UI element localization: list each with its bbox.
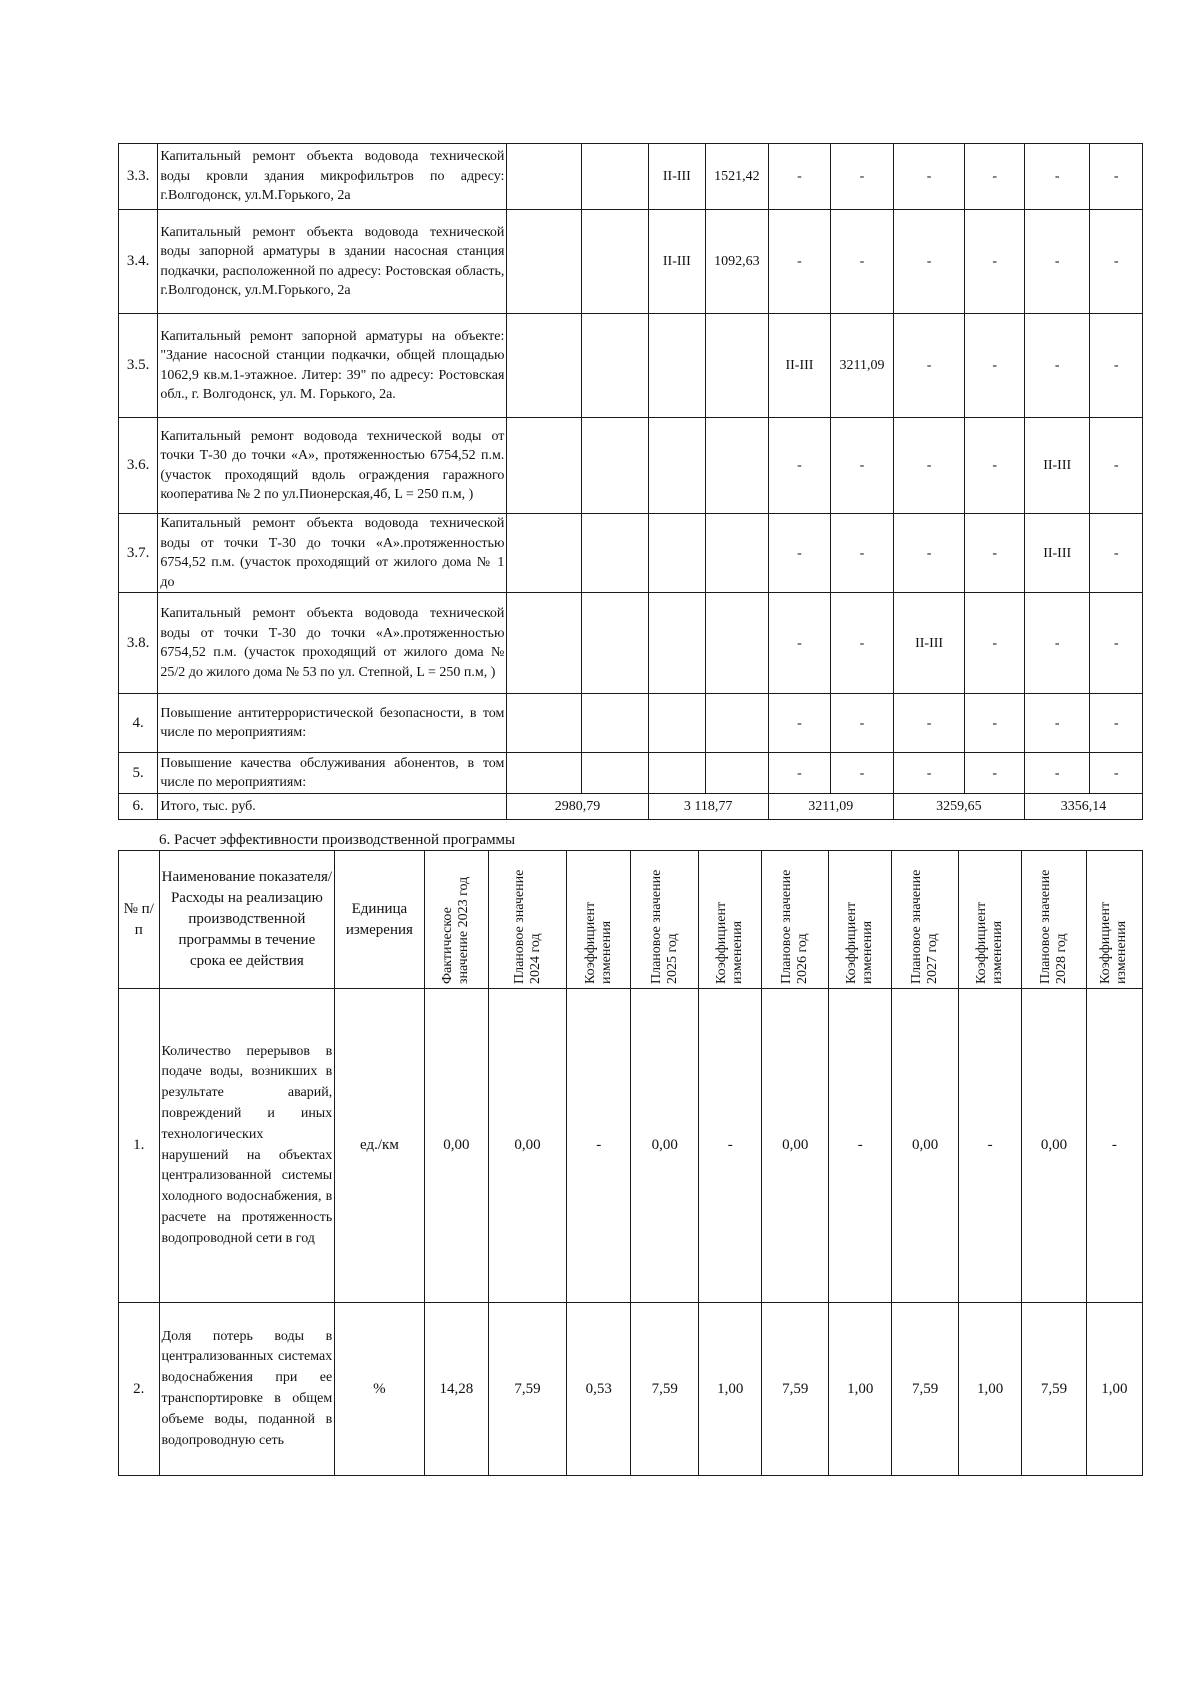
cell <box>507 593 582 694</box>
table-row <box>119 418 1143 514</box>
total-2023: 2980,79 <box>507 794 648 820</box>
header-label: Плановое значение 2026 год <box>779 869 811 984</box>
cell <box>507 694 582 753</box>
cell: - <box>893 753 965 794</box>
total-2026: 3259,65 <box>893 794 1024 820</box>
row-name: Доля потерь воды в централизованных системах водоснабжения при ее транспортировке в общем объеме воды, поданной в водопроводную сеть <box>159 1303 335 1476</box>
value-cell: 0,00 <box>1022 989 1086 1303</box>
cell: - <box>768 753 831 794</box>
value-cell: 1,00 <box>1086 1303 1142 1476</box>
cell: - <box>1024 753 1090 794</box>
cell: - <box>768 593 831 694</box>
cell: 1092,63 <box>706 210 769 314</box>
value-cell: - <box>1086 989 1142 1303</box>
efficiency-table <box>118 850 1143 1476</box>
cell: - <box>831 593 894 694</box>
cell: II-III <box>893 593 965 694</box>
table-row <box>119 989 1143 1303</box>
cell: - <box>893 210 965 314</box>
cell <box>706 694 769 753</box>
header-cell <box>567 851 631 989</box>
cell: - <box>893 514 965 593</box>
value-cell: - <box>699 989 762 1303</box>
cell: II-III <box>768 314 831 418</box>
cell: - <box>1090 694 1143 753</box>
cell: - <box>831 753 894 794</box>
row-description: Капитальный ремонт объекта водовода технической воды запорной арматуры в здании насосная станция подкачки, расположенной по адресу: Ростовская область, г.Волгодонск, ул.М.Горького, 2а <box>158 210 507 314</box>
cell: - <box>1090 514 1143 593</box>
header-cell <box>762 851 829 989</box>
row-description: Капитальный ремонт водовода технической воды от точки Т-30 до точки «А», протяженностью 6754,52 п.м. (участок проходящий вдоль ограждения гаражного кооператива № 2 по ул.Пионерская,4б, L = 250 п.м, ) <box>158 418 507 514</box>
header-number: № п/п <box>119 851 160 989</box>
cell: - <box>965 418 1025 514</box>
cell: - <box>965 210 1025 314</box>
cell <box>582 418 649 514</box>
cell <box>706 418 769 514</box>
value-cell: - <box>567 989 631 1303</box>
cell: - <box>768 144 831 210</box>
cell: - <box>965 314 1025 418</box>
row-number: 3.8. <box>119 593 158 694</box>
value-cell: 0,00 <box>631 989 699 1303</box>
cell <box>648 753 706 794</box>
total-2025: 3211,09 <box>768 794 893 820</box>
table-row <box>119 1303 1143 1476</box>
value-cell: 1,00 <box>699 1303 762 1476</box>
row-number: 3.7. <box>119 514 158 593</box>
value-cell: 7,59 <box>892 1303 959 1476</box>
cell <box>648 593 706 694</box>
cell: - <box>965 144 1025 210</box>
cell: II-III <box>1024 418 1090 514</box>
cell <box>706 593 769 694</box>
value-cell: 7,59 <box>1022 1303 1086 1476</box>
cell <box>706 753 769 794</box>
header-unit: Единица измерения <box>335 851 424 989</box>
row-number: 3.4. <box>119 210 158 314</box>
header-cell <box>1086 851 1142 989</box>
cell <box>582 694 649 753</box>
cell: - <box>893 694 965 753</box>
row-description: Капитальный ремонт запорной арматуры на объекте: "Здание насосной станции подкачки, общей площадью 1062,9 кв.м.1-этажное. Литер: 39" по адресу: Ростовская обл., г. Волгодонск, ул. М. Горького, 2а. <box>158 314 507 418</box>
header-name: Наименование показателя/Расходы на реализацию производственной программы в течение срока ее действия <box>159 851 335 989</box>
section-title: 6. Расчет эффективности производственной программы <box>159 832 516 848</box>
header-cell <box>699 851 762 989</box>
total-label: Итого, тыс. руб. <box>158 794 507 820</box>
cell <box>582 514 649 593</box>
cell <box>648 418 706 514</box>
cell: - <box>831 694 894 753</box>
cell <box>507 418 582 514</box>
cell: - <box>965 593 1025 694</box>
cell: - <box>831 144 894 210</box>
table-row <box>119 694 1143 753</box>
cell: - <box>831 514 894 593</box>
row-number: 3.6. <box>119 418 158 514</box>
row-number: 3.5. <box>119 314 158 418</box>
cell <box>582 210 649 314</box>
header-label: Коэффициент изменения <box>714 901 746 984</box>
row-description: Капитальный ремонт объекта водовода технической воды от точки Т-30 до точки «А».протяженностью 6754,52 п.м. (участок проходящий от жилого дома № 1 до <box>158 514 507 593</box>
row-description: Повышение качества обслуживания абонентов, в том числе по мероприятиям: <box>158 753 507 794</box>
header-label: Плановое значение 2024 год <box>511 869 543 984</box>
header-cell <box>424 851 488 989</box>
total-2027: 3356,14 <box>1024 794 1142 820</box>
cell: - <box>1090 418 1143 514</box>
cell: - <box>1024 314 1090 418</box>
header-label: Плановое значение 2027 год <box>909 869 941 984</box>
header-cell <box>958 851 1021 989</box>
row-number: 4. <box>119 694 158 753</box>
total-row <box>119 794 1143 820</box>
cell <box>648 314 706 418</box>
cell: - <box>768 514 831 593</box>
table-row <box>119 593 1143 694</box>
cell: - <box>965 694 1025 753</box>
row-number: 2. <box>119 1303 160 1476</box>
value-cell: 14,28 <box>424 1303 488 1476</box>
value-cell: - <box>958 989 1021 1303</box>
cell: - <box>1024 694 1090 753</box>
table-row <box>119 514 1143 593</box>
header-cell <box>489 851 567 989</box>
table-row <box>119 210 1143 314</box>
cell <box>582 753 649 794</box>
cell: - <box>1024 210 1090 314</box>
cell <box>582 314 649 418</box>
header-cell <box>1022 851 1086 989</box>
row-number: 3.3. <box>119 144 158 210</box>
cell <box>507 210 582 314</box>
value-cell: 7,59 <box>489 1303 567 1476</box>
cell: - <box>965 753 1025 794</box>
table-row <box>119 753 1143 794</box>
header-cell <box>828 851 891 989</box>
row-unit: ед./км <box>335 989 424 1303</box>
header-label: Плановое значение 2028 год <box>1038 869 1070 984</box>
value-cell: - <box>828 989 891 1303</box>
cell: - <box>831 210 894 314</box>
cell: - <box>893 314 965 418</box>
cell: - <box>768 418 831 514</box>
cell: - <box>1090 144 1143 210</box>
header-label: Коэффициент изменения <box>1098 901 1130 984</box>
table-row <box>119 314 1143 418</box>
row-description: Капитальный ремонт объекта водовода технической воды от точки Т-30 до точки «А».протяженностью 6754,52 п.м. (участок проходящий от жилого дома № 25/2 до жилого дома № 53 по ул. Степной, L = 250 п.м, ) <box>158 593 507 694</box>
cell: - <box>893 144 965 210</box>
cell <box>507 314 582 418</box>
row-description: Повышение антитеррористической безопасности, в том числе по мероприятиям: <box>158 694 507 753</box>
value-cell: 0,00 <box>489 989 567 1303</box>
cell: - <box>1090 753 1143 794</box>
cell: - <box>831 418 894 514</box>
value-cell: 1,00 <box>828 1303 891 1476</box>
value-cell: 0,00 <box>762 989 829 1303</box>
header-label: Коэффициент изменения <box>582 901 614 984</box>
row-number: 5. <box>119 753 158 794</box>
row-number: 1. <box>119 989 160 1303</box>
cell: 3211,09 <box>831 314 894 418</box>
cell <box>582 144 649 210</box>
cell <box>507 753 582 794</box>
header-label: Коэффициент изменения <box>974 901 1006 984</box>
investment-table <box>118 143 1143 820</box>
cell <box>706 514 769 593</box>
cell: II-III <box>1024 514 1090 593</box>
value-cell: 0,00 <box>424 989 488 1303</box>
cell <box>706 314 769 418</box>
cell: - <box>1090 314 1143 418</box>
cell: 1521,42 <box>706 144 769 210</box>
cell: - <box>1090 210 1143 314</box>
cell <box>507 144 582 210</box>
cell: - <box>893 418 965 514</box>
cell <box>507 514 582 593</box>
total-2024: 3 118,77 <box>648 794 768 820</box>
value-cell: 7,59 <box>631 1303 699 1476</box>
value-cell: 7,59 <box>762 1303 829 1476</box>
cell: - <box>1090 593 1143 694</box>
row-name: Количество перерывов в подаче воды, возникших в результате аварий, повреждений и иных технологических нарушений на объектах централизованной системы холодного водоснабжения, в расчете на протяженность водопроводной сети в год <box>159 989 335 1303</box>
header-label: Коэффициент изменения <box>844 901 876 984</box>
cell: - <box>768 210 831 314</box>
cell: - <box>1024 593 1090 694</box>
cell: - <box>965 514 1025 593</box>
cell: II-III <box>648 144 706 210</box>
cell: - <box>768 694 831 753</box>
cell: II-III <box>648 210 706 314</box>
header-label: Фактическое значение 2023 год <box>440 876 472 984</box>
value-cell: 1,00 <box>958 1303 1021 1476</box>
row-description: Капитальный ремонт объекта водовода технической воды кровли здания микрофильтров по адресу: г.Волгодонск, ул.М.Горького, 2а <box>158 144 507 210</box>
row-unit: % <box>335 1303 424 1476</box>
cell <box>582 593 649 694</box>
header-cell <box>631 851 699 989</box>
row-number: 6. <box>119 794 158 820</box>
value-cell: 0,00 <box>892 989 959 1303</box>
cell: - <box>1024 144 1090 210</box>
table-row <box>119 144 1143 210</box>
cell <box>648 514 706 593</box>
value-cell: 0,53 <box>567 1303 631 1476</box>
header-cell <box>892 851 959 989</box>
cell <box>648 694 706 753</box>
header-label: Плановое значение 2025 год <box>648 869 680 984</box>
header-row <box>119 851 1143 989</box>
